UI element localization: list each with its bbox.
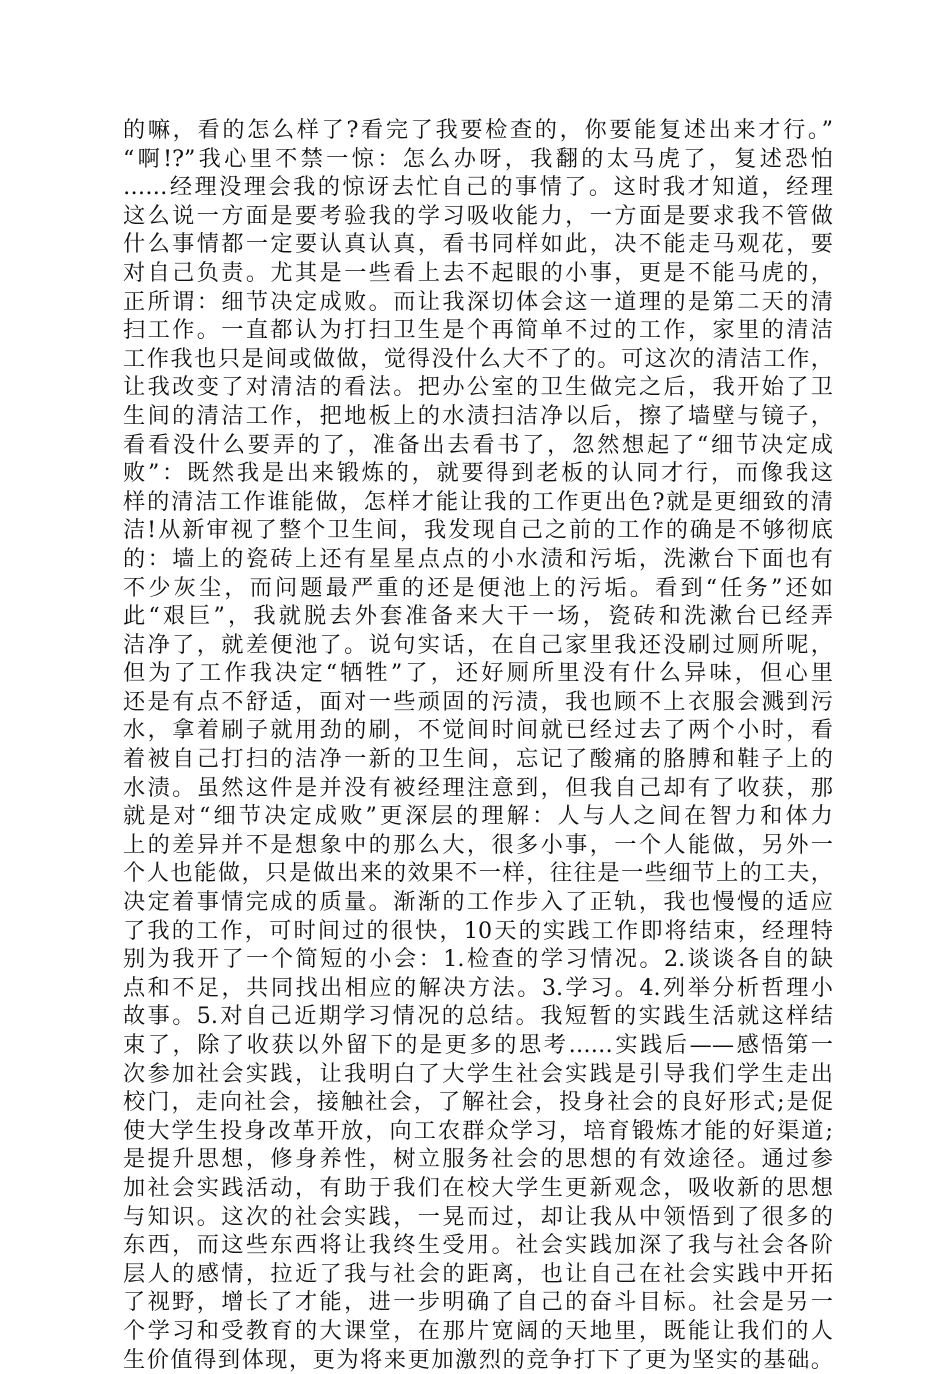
text-line: 使大学生投身改革开放，向工农群众学习，培育锻炼才能的好渠道; bbox=[123, 1117, 833, 1144]
text-line: 了视野，增长了才能，进一步明确了自己的奋斗目标。社会是另一 bbox=[123, 1289, 833, 1316]
text-line: 这么说一方面是要考验我的学习吸收能力，一方面是要求我不管做 bbox=[123, 202, 833, 229]
text-line: 个人也能做，只是做出来的效果不一样，往往是一些细节上的工夫， bbox=[123, 860, 833, 887]
text-line: 校门，走向社会，接触社会，了解社会，投身社会的良好形式;是促 bbox=[123, 1089, 833, 1116]
text-line: 对自己负责。尤其是一些看上去不起眼的小事，更是不能马虎的， bbox=[123, 259, 833, 286]
text-line: 败”：既然我是出来锻炼的，就要得到老板的认同才行，而像我这 bbox=[123, 460, 833, 487]
text-line: 的嘛，看的怎么样了?看完了我要检查的，你要能复述出来才行。” bbox=[123, 117, 833, 143]
text-line: 了我的工作，可时间过的很快，10天的实践工作即将结束，经理特 bbox=[123, 917, 833, 944]
text-line: 决定着事情完成的质量。渐渐的工作步入了正轨，我也慢慢的适应 bbox=[123, 889, 833, 916]
text-line: 生间的清洁工作，把地板上的水渍扫洁净以后，擦了墙壁与镜子， bbox=[123, 402, 833, 429]
text-line: 生价值得到体现，更为将来更加激烈的竞争打下了更为坚实的基础。 bbox=[123, 1346, 833, 1373]
text-line: 加社会实践活动，有助于我们在校大学生更新观念，吸收新的思想 bbox=[123, 1174, 833, 1201]
text-line: 东西，而这些东西将让我终生受用。社会实践加深了我与社会各阶 bbox=[123, 1232, 833, 1259]
text-line: 水，拿着刷子就用劲的刷，不觉间时间就已经过去了两个小时，看 bbox=[123, 717, 833, 744]
text-line: 就是对“细节决定成败”更深层的理解：人与人之间在智力和体力 bbox=[123, 803, 833, 830]
text-line: 还是有点不舒适，面对一些顽固的污渍，我也顾不上衣服会溅到污 bbox=[123, 688, 833, 715]
text-line: 个学习和受教育的大课堂，在那片宽阔的天地里，既能让我们的人 bbox=[123, 1317, 833, 1344]
text-line: 洁!从新审视了整个卫生间，我发现自己之前的工作的确是不够彻底 bbox=[123, 517, 833, 544]
text-line: 次参加社会实践，让我明白了大学生社会实践是引导我们学生走出 bbox=[123, 1060, 833, 1087]
text-line: 正所谓：细节决定成败。而让我深切体会这一道理的是第二天的清 bbox=[123, 288, 833, 315]
text-line: 点和不足，共同找出相应的解决方法。3.学习。4.列举分析哲理小 bbox=[123, 974, 833, 1001]
text-line: 让我改变了对清洁的看法。把办公室的卫生做完之后，我开始了卫 bbox=[123, 374, 833, 401]
text-line: 束了，除了收获以外留下的是更多的思考……实践后——感悟第一 bbox=[123, 1032, 833, 1058]
text-line: 层人的感情，拉近了我与社会的距离，也让自己在社会实践中开拓 bbox=[123, 1260, 833, 1287]
text-line: 故事。5.对自己近期学习情况的总结。我短暂的实践生活就这样结 bbox=[123, 1003, 833, 1030]
text-line: 但为了工作我决定“牺牲”了，还好厕所里没有什么异味，但心里 bbox=[123, 660, 833, 687]
text-line: ……经理没理会我的惊讶去忙自己的事情了。这时我才知道，经理 bbox=[123, 174, 833, 201]
text-line: “啊!?”我心里不禁一惊：怎么办呀，我翻的太马虎了，复述恐怕 bbox=[123, 145, 833, 172]
text-line: 与知识。这次的社会实践，一晃而过，却让我从中领悟到了很多的 bbox=[123, 1203, 833, 1230]
text-line: 水渍。虽然这件是并没有被经理注意到，但我自己却有了收获，那 bbox=[123, 774, 833, 801]
text-line: 是提升思想，修身养性，树立服务社会的思想的有效途径。通过参 bbox=[123, 1146, 833, 1173]
text-line: 此“艰巨”，我就脱去外套准备来大干一场，瓷砖和洗漱台已经弄 bbox=[123, 603, 833, 630]
text-line: 不少灰尘，而问题最严重的还是便池上的污垢。看到“任务”还如 bbox=[123, 574, 833, 601]
text-line: 工作我也只是间或做做，觉得没什么大不了的。可这次的清洁工作， bbox=[123, 345, 833, 372]
text-line: 洁净了，就差便池了。说句实话，在自己家里我还没刷过厕所呢， bbox=[123, 631, 833, 658]
text-line: 上的差异并不是想象中的那么大，很多小事，一个人能做，另外一 bbox=[123, 831, 833, 858]
text-line: 扫工作。一直都认为打扫卫生是个再简单不过的工作，家里的清洁 bbox=[123, 317, 833, 344]
text-line: 什么事情都一定要认真认真，看书同样如此，决不能走马观花，要 bbox=[123, 231, 833, 258]
text-line: 的：墙上的瓷砖上还有星星点点的小水渍和污垢，洗漱台下面也有 bbox=[123, 545, 833, 572]
text-line: 别为我开了一个简短的小会：1.检查的学习情况。2.谈谈各自的缺 bbox=[123, 946, 833, 973]
text-line: 看看没什么要弄的了，准备出去看书了，忽然想起了“细节决定成 bbox=[123, 431, 833, 458]
body-text bbox=[123, 116, 833, 1374]
text-line: 样的清洁工作谁能做，怎样才能让我的工作更出色?就是更细致的清 bbox=[123, 488, 833, 515]
text-line: 着被自己打扫的洁净一新的卫生间，忘记了酸痛的胳膊和鞋子上的 bbox=[123, 746, 833, 773]
